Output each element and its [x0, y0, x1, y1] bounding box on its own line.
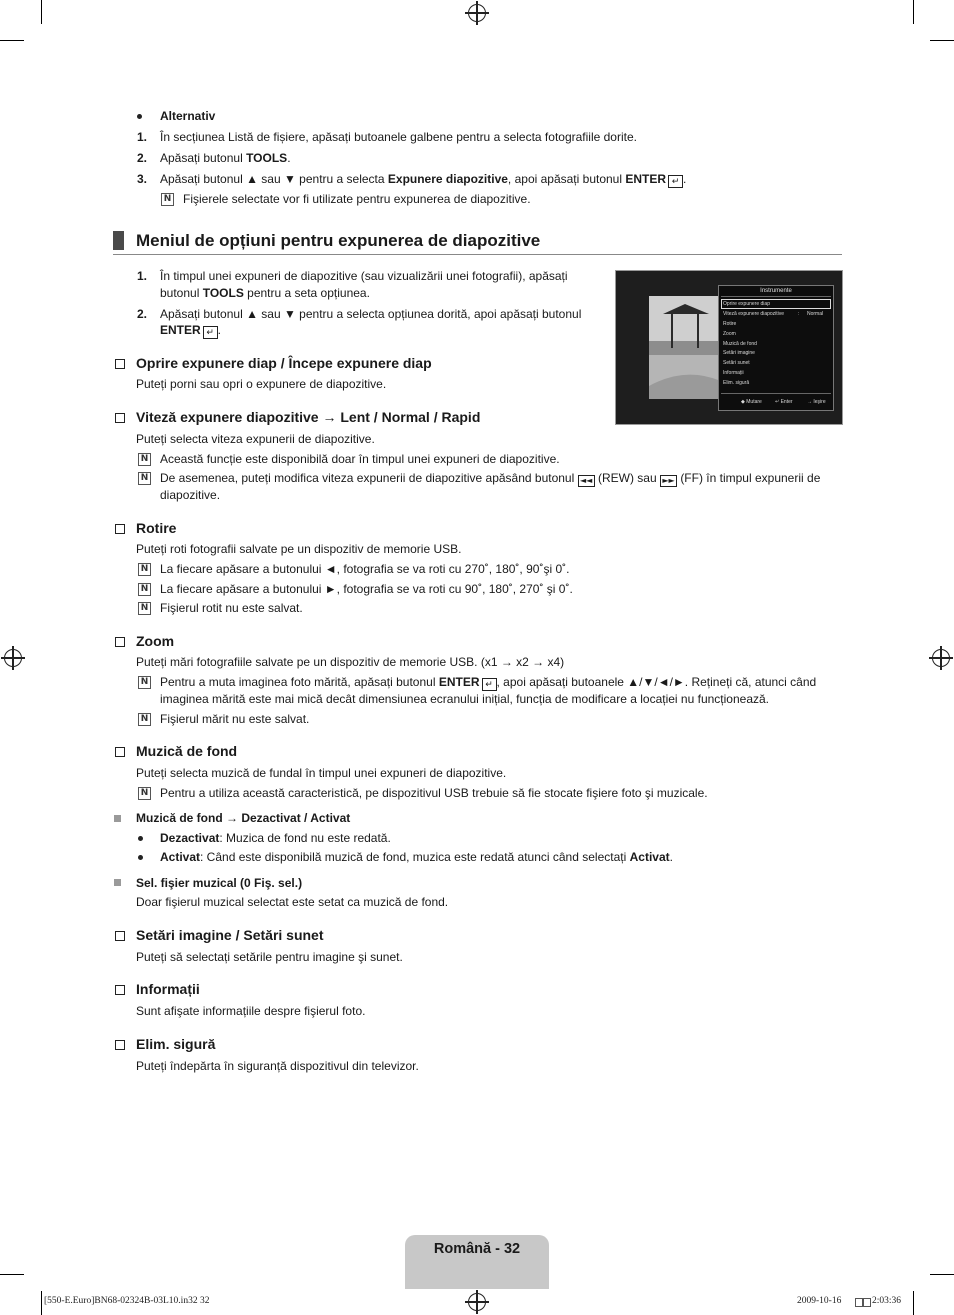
subsection-desc: Puteți roti fotografii salvate pe un dispozitiv de memorie USB.	[136, 542, 462, 556]
menu-item[interactable]: Setări sunet	[723, 360, 750, 366]
subsection-title: Zoom	[136, 633, 175, 649]
step-text: butonul TOOLS pentru a seta opțiunea.	[160, 286, 370, 300]
checkbox-icon	[115, 413, 125, 423]
step-number: 2.	[137, 151, 148, 165]
page-number: Română - 32	[433, 1241, 521, 1257]
bullet	[138, 855, 143, 860]
note-text: Pentru a utiliza această caracteristică, pe dispozitivul USB trebuie să fie stocate fişiere foto şi muzicale.	[160, 786, 708, 800]
note-text: Fişierul mărit nu este salvat.	[160, 712, 310, 726]
subsection-title: Oprire expunere diap / Începe expunere diap	[136, 355, 432, 371]
step-text: Apăsați butonul ▲ sau ▼ pentru a selecta Expunere diapozitive, apoi apăsați butonul ENTER ↵ .	[160, 172, 687, 186]
subsection-desc: Puteți porni sau opri o expunere de diapozitive.	[136, 377, 387, 391]
checkbox-icon	[115, 524, 125, 534]
note-text: diapozitive.	[160, 488, 221, 502]
subsection-title: Informații	[136, 981, 200, 997]
registration-mark-left	[4, 649, 22, 667]
checkbox-icon	[115, 1040, 125, 1050]
rewind-icon: ◄◄	[578, 475, 595, 487]
step-number: 2.	[137, 307, 148, 321]
note-text: Fişierele selectate vor fi utilizate pentru expunerea de diapozitive.	[183, 192, 531, 206]
subsection-title: Elim. sigură	[136, 1036, 216, 1052]
tools-menu: Instrumente Oprire expunere diap Viteză expunere diapozitive : Normal Rotire Zoom Muzică de fond Setări imagine Setări sunet Informații Elim. sigură ◆ Mutare ↵ Enter → Ieşire	[718, 285, 834, 411]
step-text: ENTER ↵ .	[160, 323, 222, 337]
enter-icon: ↵	[668, 175, 683, 188]
enter-icon: ↵	[775, 399, 780, 405]
subsection-title: Rotire	[136, 520, 177, 536]
sub-option-title: Sel. fişier muzical (0 Fiş. sel.)	[136, 876, 303, 890]
step-text: Apăsați butonul ▲ sau ▼ pentru a selecta opțiunea dorită, apoi apăsați butonul	[160, 307, 582, 321]
note-icon: N	[138, 583, 151, 596]
enter-icon: ↵	[203, 326, 218, 339]
note-text: La fiecare apăsare a butonului ►, fotografia se va roti cu 90˚, 180˚, 270˚ şi 0˚.	[160, 582, 573, 596]
checkbox-icon	[115, 931, 125, 941]
checkbox-icon	[115, 747, 125, 757]
note-icon: N	[138, 563, 151, 576]
file-info: [550-E.Euro]BN68-02324B-03L10.in32 32	[44, 1296, 210, 1306]
note-icon: N	[138, 602, 151, 615]
checkbox-icon	[115, 359, 125, 369]
note-icon: N	[161, 193, 174, 206]
gray-square-icon	[114, 879, 121, 886]
bullet	[138, 836, 143, 841]
subsection-title: Setări imagine / Setări sunet	[136, 927, 324, 943]
menu-title: Instrumente	[760, 288, 792, 294]
step-text: Apăsați butonul TOOLS.	[160, 151, 291, 165]
note-text: De asemenea, puteți modifica viteza expunerii de diapozitive apăsând butonul ◄◄ (REW) sau ►► (FF) în timpul expunerii de	[160, 471, 821, 485]
glyph-box	[855, 1298, 863, 1307]
section-title: Meniul de opțiuni pentru expunerea de diapozitive	[136, 231, 541, 250]
note-icon: N	[138, 713, 151, 726]
option-text: Dezactivat: Muzica de fond nu este redată.	[160, 831, 391, 845]
menu-item[interactable]: Rotire	[723, 321, 737, 327]
enter-icon: ↵	[482, 678, 497, 691]
sub-option-desc: Doar fişierul muzical selectat este setat ca muzică de fond.	[136, 895, 449, 909]
gray-square-icon	[114, 815, 121, 822]
registration-mark-bottom	[468, 1293, 486, 1311]
step-text: În secțiunea Listă de fișiere, apăsați butoanele galbene pentru a selecta fotografiile dorite.	[160, 130, 637, 144]
menu-item[interactable]: Setări imagine	[723, 350, 755, 356]
subsection-title: Muzică de fond	[136, 743, 238, 759]
glyph-box	[863, 1298, 871, 1307]
note-text: imaginea mărită este mai mică decât dimensiunea ecranului inițial, funcția de modificare a locației nu funcționează.	[160, 692, 769, 706]
print-time: 2:03:36	[872, 1296, 902, 1306]
fast-forward-icon: ►►	[660, 475, 677, 487]
subsection-desc: Puteți îndepărta în siguranță dispozitivul din televizor.	[136, 1059, 419, 1073]
subsection-desc: Puteți selecta viteza expunerii de diapozitive.	[136, 432, 375, 446]
note-text: Pentru a muta imaginea foto mărită, apăsați butonul ENTER ↵ , apoi apăsați butoanele ▲/▼/◄/►. Rețineți că, atunci când	[160, 675, 817, 689]
menu-item[interactable]: Viteză expunere diapozitive	[723, 311, 785, 317]
subsection-desc: Puteți selecta muzică de fundal în timpul unei expuneri de diapozitive.	[136, 766, 507, 780]
registration-mark-top	[468, 4, 486, 22]
menu-item[interactable]: Zoom	[723, 331, 736, 337]
menu-item[interactable]: Informații	[723, 370, 744, 376]
note-icon: N	[138, 472, 151, 485]
registration-mark-right	[932, 649, 950, 667]
print-date: 2009-10-16	[797, 1296, 842, 1306]
note-icon: N	[138, 676, 151, 689]
step-text: În timpul unei expuneri de diapozitive (sau vizualizării unei fotografii), apăsați	[160, 269, 568, 283]
menu-item[interactable]: Oprire expunere diap	[723, 301, 770, 307]
alternativ-label: Alternativ	[160, 109, 216, 123]
note-icon: N	[138, 453, 151, 466]
subsection-desc: Puteți să selectați setările pentru imagine şi sunet.	[136, 950, 403, 964]
menu-item[interactable]: Muzică de fond	[723, 341, 757, 347]
subsection-title: Viteză expunere diapozitive → Lent / Normal / Rapid	[136, 409, 481, 425]
checkbox-icon	[115, 985, 125, 995]
option-text: Activat: Când este disponibilă muzică de fond, muzica este redată atunci când selectați Activat.	[160, 850, 673, 864]
note-text: La fiecare apăsare a butonului ◄, fotografia se va roti cu 270˚, 180˚, 90˚şi 0˚.	[160, 562, 570, 576]
subsection-desc: Puteți mări fotografiile salvate pe un dispozitiv de memorie USB. (x1 → x2 → x4)	[136, 655, 565, 669]
step-number: 1.	[137, 269, 148, 283]
section-rule	[113, 254, 842, 255]
tv-screen	[615, 270, 843, 425]
step-number: 3.	[137, 172, 148, 186]
note-text: Această funcție este disponibilă doar în timpul unei expuneri de diapozitive.	[160, 452, 560, 466]
note-text: Fişierul rotit nu este salvat.	[160, 601, 303, 615]
step-number: 1.	[137, 130, 148, 144]
section-bar	[113, 231, 124, 250]
slideshow-photo	[649, 296, 721, 399]
subsection-desc: Sunt afişate informațiile despre fişierul foto.	[136, 1004, 366, 1018]
menu-value: Normal	[807, 311, 824, 317]
sub-option-title: Muzică de fond → Dezactivat / Activat	[136, 811, 351, 825]
menu-item[interactable]: Elim. sigură	[723, 380, 750, 386]
checkbox-icon	[115, 637, 125, 647]
exit-icon: →	[807, 399, 812, 405]
note-icon: N	[138, 787, 151, 800]
move-icon: ◆	[741, 399, 745, 405]
